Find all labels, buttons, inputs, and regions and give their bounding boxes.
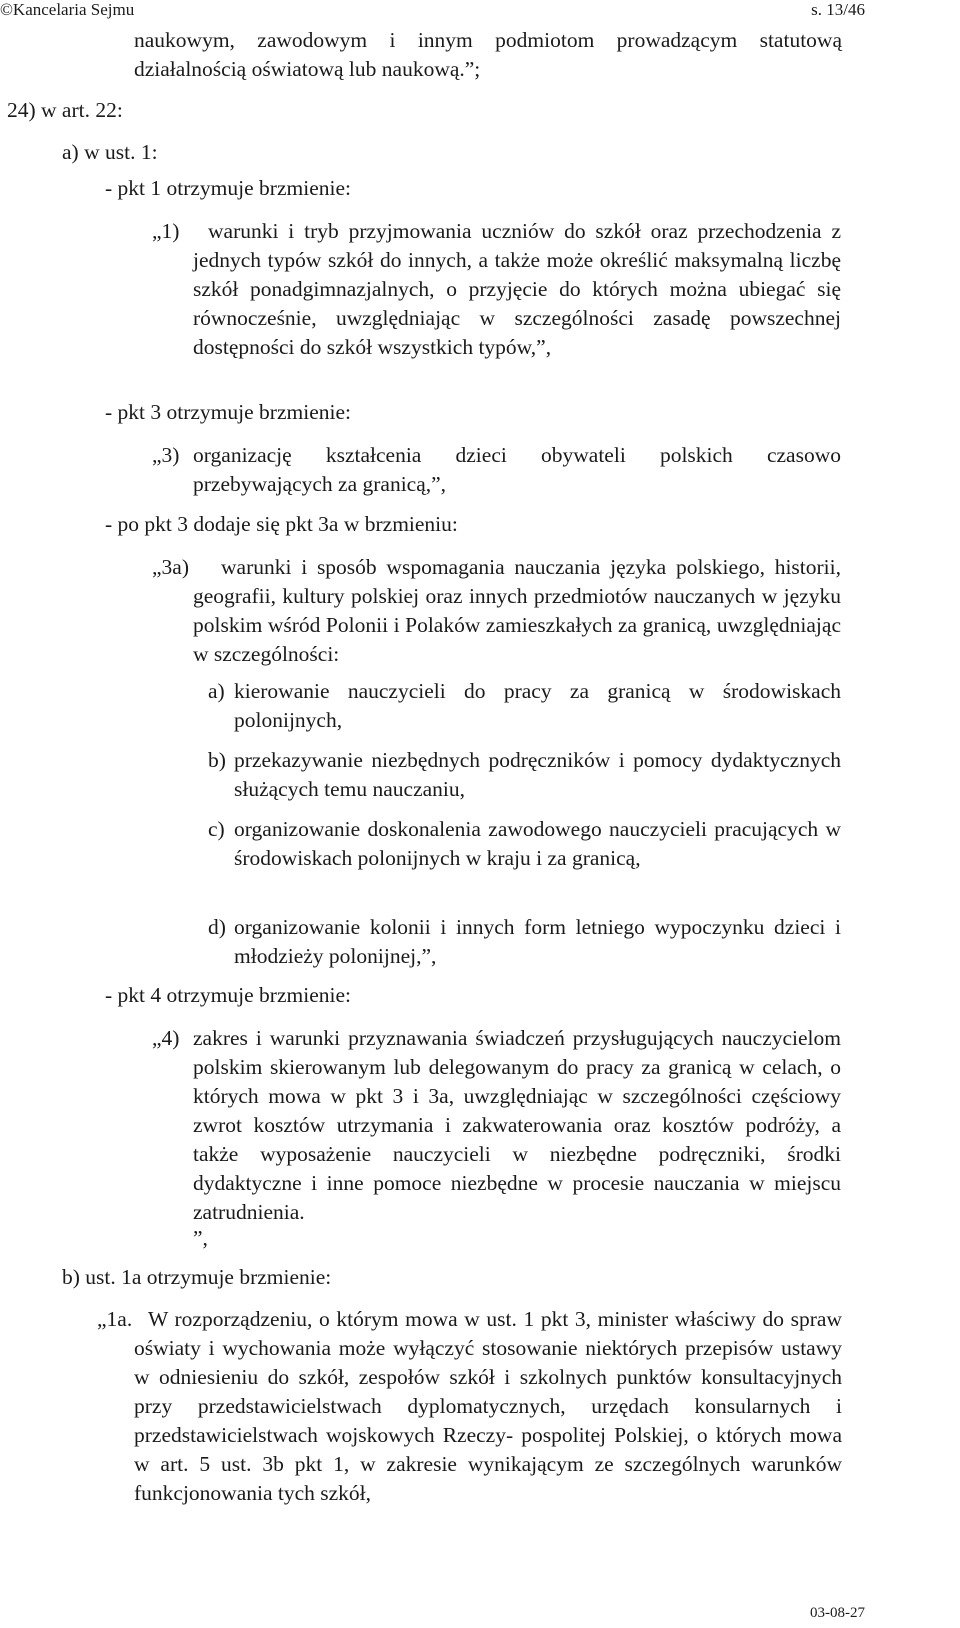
point-3a-intro: - po pkt 3 dodaje się pkt 3a w brzmieniu:	[105, 512, 458, 536]
point-1-text: warunki i tryb przyjmowania uczniów do szkół oraz przechodzenia z jednych typów szkół do innych, a także może określić maksymalną liczbę szkół ponadgimnazjalnych, o przyjęcie do których można ubiegać się równocześnie, uwzględniając w szczególności zasadę powszechnej dostępności do szkół wszystkich typów,”,	[193, 219, 841, 359]
point-4-text: zakres i warunki przyznawania świadczeń przysługujących nauczycielom polskim skierowanym lub delegowanym do pracy za granicą w celach, o których mowa w pkt 3 i 3a, uwzględniając w szczególności częściowy zwrot kosztów utrzymania i zakwaterowania oraz kosztów podróży, a także wyposażenie nauczycieli w niezbędne podręczniki, środki dydaktyczne i inne pomoce niezbędne w procesie nauczania w miejscu zatrudnienia.	[193, 1026, 841, 1224]
header-copyright: ©Kancelaria Sejmu	[0, 0, 135, 19]
point-3-intro: - pkt 3 otrzymuje brzmienie:	[105, 400, 351, 424]
point-3a-number: „3a)	[152, 555, 189, 579]
paragraph-1a-lead: „1a.	[97, 1307, 133, 1331]
point-3-text: organizację kształcenia dzieci obywateli polskich czasowo przebywających za granicą,”,	[193, 443, 841, 496]
letter-b-label: b)	[208, 748, 226, 772]
point-1-number: „1)	[152, 219, 180, 243]
subsection-a-label: a) w ust. 1:	[62, 140, 158, 164]
letter-c-text: organizowanie doskonalenia zawodowego nauczycieli pracujących w środowiskach polonijnych w kraju i za granicą,	[234, 817, 841, 870]
paragraph-1a-text: W rozporządzeniu, o którym mowa w ust. 1 pkt 3, minister właściwy do spraw oświaty i wychowania może wyłączyć stosowanie niektórych przepisów ustawy w odniesieniu do szkół, zespołów szkół i szkolnych punktów konsultacyjnych przy przedstawicielstwach dyplomatycznych, urzędach konsularnych i przedstawicielstwach wojskowych Rzeczy- pospolitej Polskiej, o których mowa w art. 5 ust. 3b pkt 1, w zakresie wynikającym ze szczególnych warunków funkcjonowania tych szkół,	[134, 1307, 842, 1505]
continuation-paragraph: naukowym, zawodowym i innym podmiotom prowadzącym statutową działalnością oświatową lub naukową.”;	[134, 28, 842, 81]
letter-d-text: organizowanie kolonii i innych form letniego wypoczynku dzieci i młodzieży polonijnej,”,	[234, 915, 841, 968]
point-3-number: „3)	[152, 443, 180, 467]
point-4-closing-quote: ”,	[193, 1226, 208, 1250]
subsection-b-label: b) ust. 1a otrzymuje brzmienie:	[62, 1265, 332, 1289]
article-item: 24) w art. 22:	[7, 98, 123, 122]
letter-c-label: c)	[208, 817, 225, 841]
letter-a-text: kierowanie nauczycieli do pracy za granicą w środowiskach polonijnych,	[234, 679, 841, 732]
letter-a-label: a)	[208, 679, 225, 703]
point-4-intro: - pkt 4 otrzymuje brzmienie:	[105, 983, 351, 1007]
letter-d-label: d)	[208, 915, 226, 939]
header-page-number: s. 13/46	[811, 0, 865, 19]
point-1-intro: - pkt 1 otrzymuje brzmienie:	[105, 176, 351, 200]
point-4-number: „4)	[152, 1026, 180, 1050]
point-3a-text: warunki i sposób wspomagania nauczania języka polskiego, historii, geografii, kultury polskiej oraz innych przedmiotów nauczanych w języku polskim wśród Polonii i Polaków zamieszkałych za granicą, uwzględniając w szczególności:	[193, 555, 841, 666]
letter-b-text: przekazywanie niezbędnych podręczników i pomocy dydaktycznych służących temu nauczaniu,	[234, 748, 841, 801]
footer-date: 03-08-27	[810, 1605, 865, 1621]
